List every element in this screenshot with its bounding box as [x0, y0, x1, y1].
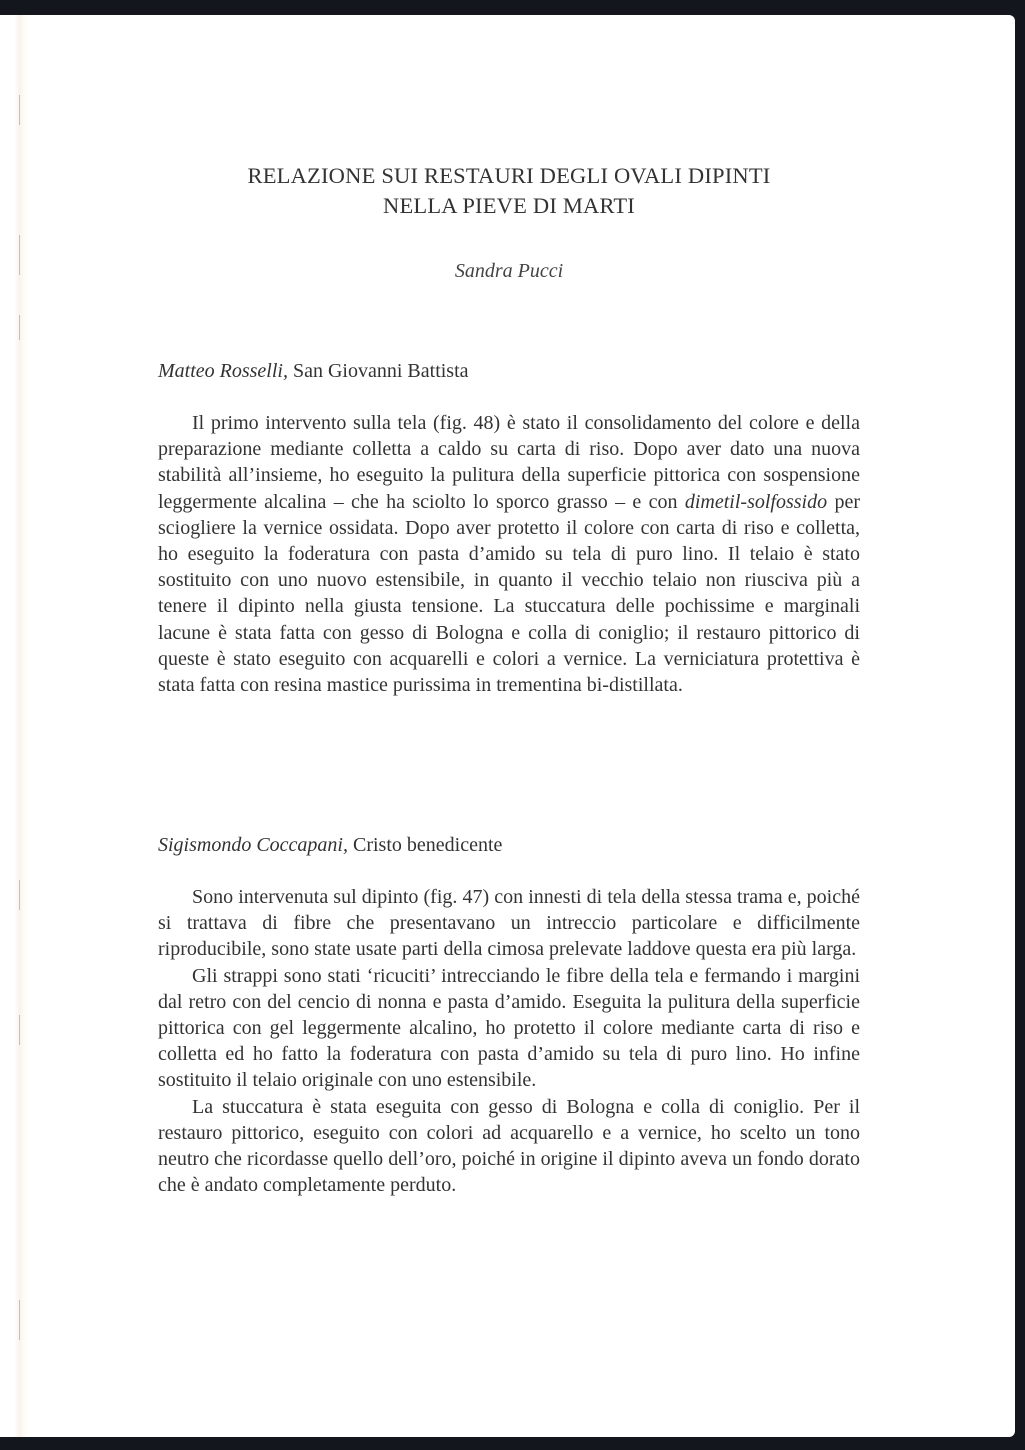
gutter-mark: [19, 1015, 20, 1045]
paragraph: Gli strappi sono stati ‘ricuciti’ intrecciando le fibre della tela e fermando i margini dal retro con del cencio di nonna e pasta d’amido. Eseguita la pulitura della superficie pittorica con gel leggermente alcalino, ho protetto il colore mediante carta di riso e colletta ed ho fatto la foderatura con pasta d’amido su tela di puro lino. Ho infine sostituito il telaio originale con uno estensibile.: [158, 964, 860, 1092]
section-body-rosselli: [158, 410, 860, 698]
gutter-mark: [19, 880, 20, 910]
gutter-mark: [19, 235, 20, 275]
title-line-2: NELLA PIEVE DI MARTI: [383, 193, 635, 218]
document-title: [158, 161, 860, 221]
work-title: San Giovanni Battista: [287, 360, 469, 382]
section-heading-coccapani: [158, 831, 860, 859]
gutter-mark: [19, 1300, 20, 1340]
paragraph-text: Il primo intervento sulla tela (fig. 48) è stato il consolidamento del colore e della preparazione mediante colletta a caldo su carta di riso. Dopo aver dato una nuova stabilità all’insieme, ho eseguito la pulitura della superficie pittorica con sospensione leggermente alcalina – che ha sciolto lo sporco grasso – e con: [158, 412, 860, 513]
paragraph-emphasis: dimetil-solfossido: [684, 490, 828, 513]
paragraph-text: per sciogliere la vernice ossidata. Dopo aver protetto il colore con carta di riso e colletta, ho eseguito la foderatura con pasta d’amido su tela di puro lino. Il telaio è stato sostituito con uno nuovo estensibile, in quanto il vecchio telaio non riusciva più a tenere il dipinto nella giusta tensione. La stuccatura delle pochissime e marginali lacune è stata fatta con gesso di Bologna e colla di coniglio; il restauro pittorico di queste è stato eseguito con acquarelli e colori a vernice. La verniciatura protettiva è stata fatta con resina mastice purissima in trementina bi-distillata.: [158, 490, 860, 697]
gutter-mark: [19, 95, 20, 125]
section-heading-rosselli: [158, 357, 860, 385]
artist-name: Matteo Rosselli,: [158, 360, 288, 382]
document-page: [0, 15, 1015, 1437]
binding-gutter-shadow: [14, 15, 28, 1437]
author-byline: Sandra Pucci: [454, 260, 564, 282]
work-title: Cristo benedicente: [348, 834, 503, 856]
paragraph: Sono intervenuta sul dipinto (fig. 47) con innesti di tela della stessa trama e, poiché si trattava di fibre che presentavano un intreccio particolare e difficilmente riproducibile, sono state usate parti della cimosa prelevate laddove questa era più larga.: [158, 886, 860, 961]
paragraph: La stuccatura è stata eseguita con gesso di Bologna e colla di coniglio. Per il restauro pittorico, eseguito con colori ad acquarello e a vernice, ho scelto un tono neutro che ricordasse quello dell’oro, poiché in origine il dipinto aveva un fondo dorato che è andato completamente perduto.: [158, 1095, 860, 1197]
gutter-mark: [19, 315, 20, 340]
title-line-1: RELAZIONE SUI RESTAURI DEGLI OVALI DIPINTI: [247, 163, 771, 188]
section-body-coccapani: [158, 884, 860, 1198]
artist-name: Sigismondo Coccapani,: [158, 834, 348, 856]
paragraph: [158, 410, 860, 698]
